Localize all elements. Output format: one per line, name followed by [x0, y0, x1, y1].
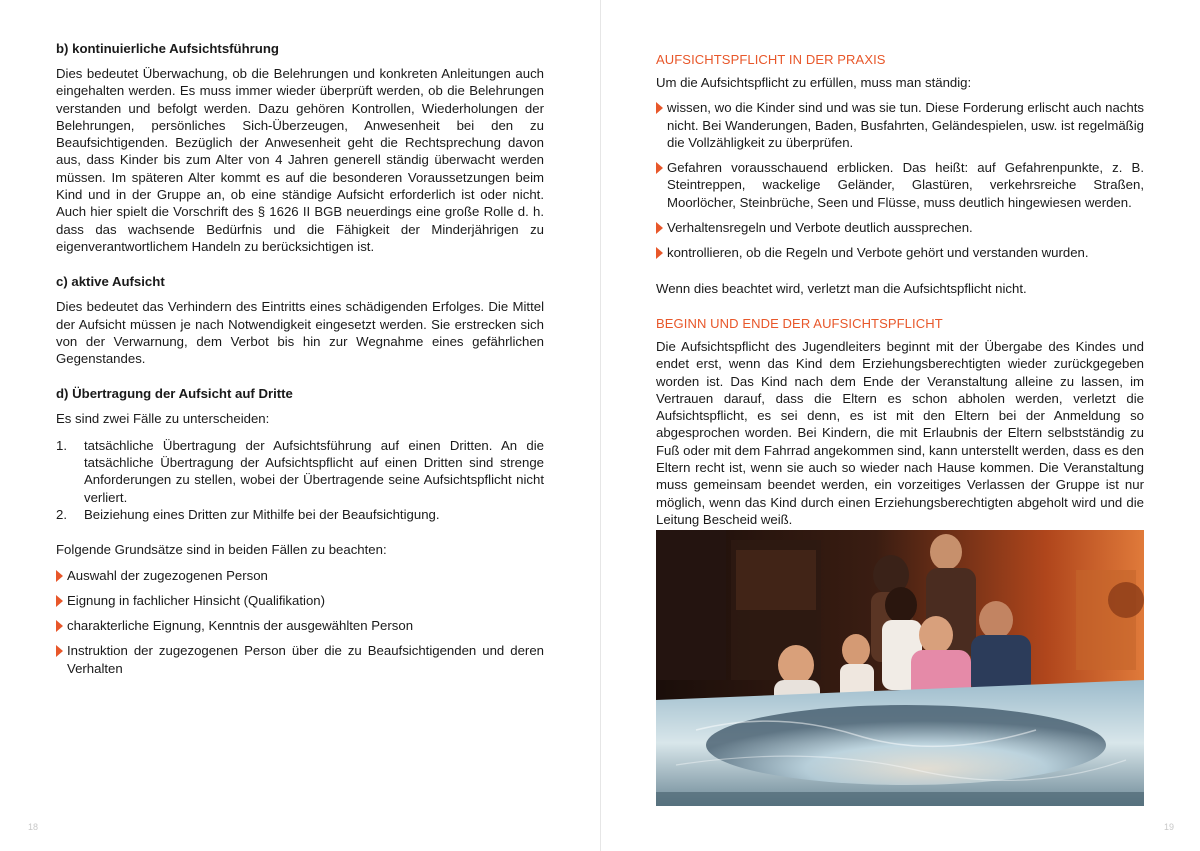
- bullet-text: charakterliche Eignung, Kenntnis der ausgewählten Person: [67, 618, 414, 634]
- section-d-intro: Es sind zwei Fälle zu unterscheiden:: [56, 411, 270, 427]
- bullet-text: Verhaltensregeln und Verbote deutlich aussprechen.: [667, 220, 973, 236]
- praxis-outro: Wenn dies beachtet wird, verletzt man die Aufsichtspflicht nicht.: [656, 280, 1027, 296]
- list-item: [56, 437, 544, 506]
- section-c-heading: c) aktive Aufsicht: [56, 274, 165, 290]
- arrow-bullet-icon: [56, 570, 63, 582]
- right-page-column: [656, 51, 1144, 528]
- left-page-column: [56, 40, 544, 685]
- arrow-bullet-icon: [656, 162, 663, 174]
- principles-list: [56, 567, 544, 677]
- arrow-bullet-icon: [56, 645, 63, 657]
- arrow-bullet-icon: [56, 595, 63, 607]
- bullet-item: [656, 99, 1144, 151]
- section-b-heading: b) kontinuierliche Aufsichtsführung: [56, 41, 279, 56]
- bullet-item: [56, 592, 544, 609]
- praxis-list: [656, 99, 1144, 261]
- bullet-item: [656, 244, 1144, 261]
- bullet-text: wissen, wo die Kinder sind und was sie tun. Diese Forderung erlischt auch nachts nicht. Bei Wanderungen, Baden, Busfahrten, Geländespielen, usw. ist regelmäßig die Vollzähligkeit zu überprüfen.: [667, 100, 1144, 150]
- bullet-text: Gefahren vorausschauend erblicken. Das heißt: auf Gefahrenpunkte, z. B. Steintreppen, wackelige Geländer, Glastüren, verkehrsreiche Straßen, Moorlöcher, Steinbrüche, Seen und Flüsse, muss deutlich hingewiesen werden.: [667, 160, 1144, 210]
- list-item: [56, 506, 544, 523]
- ende-text: Die Aufsichtspflicht des Jugendleiters beginnt mit der Übergabe des Kindes und endet erst, wenn das Kind dem Erziehungsberechtigten wieder zurückgegeben worden ist. Das Kind nach dem Ende der Veranstaltung alleine zu lassen, im Vertrauen darauf, dass die Eltern es schon abholen werden, verletzt die Aufsichtspflicht, es sei denn, es ist mit den Eltern bei der Anmeldung so abgesprochen worden. Bei Kindern, die mit Erlaubnis der Eltern selbstständig zu Fuß oder mit dem Fahrrad angekommen sind, kann unterstellt werden, dass es den Eltern recht ist, wenn sie auch so wieder nach Hause kommen. Die Veranstaltung muss gemeinsam beendet werden, ein vorzeitiges Verlassen der Gruppe ist nur möglich, wenn das Kind durch einen Erziehungsberechtigten abgeholt wird und die Leitung Bescheid weiß.: [656, 338, 1144, 527]
- list-item-text: tatsächliche Übertragung der Aufsichtsführung auf einen Dritten. An die tatsächliche Übertragung der Aufsichtspflicht auf einen Dritten sind strenge Anforderungen zu stellen, wobei der Übertragende seine Aufsichtspflicht nicht verliert.: [84, 437, 544, 505]
- ende-heading: BEGINN UND ENDE DER AUFSICHTSPFLICHT: [656, 315, 943, 331]
- list-number: 1.: [56, 437, 67, 453]
- page-divider: [600, 0, 601, 851]
- museum-photo: [656, 530, 1144, 806]
- bullet-item: [56, 642, 544, 677]
- arrow-bullet-icon: [56, 620, 63, 632]
- numbered-list: [56, 437, 544, 523]
- praxis-heading: AUFSICHTSPFLICHT IN DER PRAXIS: [656, 52, 886, 67]
- list-number: 2.: [56, 506, 67, 522]
- bullet-item: [656, 219, 1144, 236]
- list-item-text: Beiziehung eines Dritten zur Mithilfe bei der Beaufsichtigung.: [84, 506, 440, 522]
- bullet-text: Eignung in fachlicher Hinsicht (Qualifikation): [67, 592, 326, 608]
- section-c-text: Dies bedeutet das Verhindern des Eintritts eines schädigenden Erfolges. Die Mittel der Aufsicht müssen je nach Notwendigkeit eingesetzt werden. Sie erstrecken sich von der Verwarnung, dem Verbot bis hin zur Wegnahme eines gefährlichen Gegenstandes.: [56, 299, 544, 367]
- arrow-bullet-icon: [656, 102, 663, 114]
- section-d-heading: d) Übertragung der Aufsicht auf Dritte: [56, 386, 293, 402]
- arrow-bullet-icon: [656, 222, 663, 234]
- section-b-text: Dies bedeutet Überwachung, ob die Belehrungen und konkreten Anleitungen auch eingehalten werden. Es muss immer wieder überprüft werden, ob die Belehrungen verstanden und befolgt werden. Dazu gehören Kontrollen, Wiederholungen der Belehrungen, persönliches Sich-Überzeugen, Anwesenheit bei den zu Beaufsichtigenden. Bezüglich der Anwesenheit geht die Rechtsprechung davon aus, dass Kinder bis zum Alter von 4 Jahren generell ständig überwacht werden müssen. Im späteren Alter kommt es auf die besonderen Voraussetzungen beim Kind und in der Gruppe an, ob eine ständige Aufsicht erforderlich ist oder nicht. Auch hier spielt die Vorschrift des § 1626 II BGB neuerdings eine große Rolle d. h. dass das wachsende Bedürfnis und die Fähigkeit der Minderjährigen zu eigenverantwortlichem Handeln zu berücksichtigen ist.: [56, 66, 544, 254]
- bullet-text: kontrollieren, ob die Regeln und Verbote gehört und verstanden wurden.: [667, 245, 1089, 261]
- principles-intro: Folgende Grundsätze sind in beiden Fällen zu beachten:: [56, 542, 387, 558]
- bullet-item: [656, 159, 1144, 211]
- bullet-item: [56, 617, 544, 634]
- page-number-left: 18: [28, 822, 39, 832]
- praxis-intro: Um die Aufsichtspflicht zu erfüllen, muss man ständig:: [656, 75, 972, 90]
- bullet-item: [56, 567, 544, 584]
- arrow-bullet-icon: [656, 247, 663, 259]
- page-number-right: 19: [1164, 822, 1175, 832]
- bullet-text: Auswahl der zugezogenen Person: [67, 567, 268, 583]
- bullet-text: Instruktion der zugezogenen Person über die zu Beaufsichtigenden und deren Verhalten: [67, 643, 544, 676]
